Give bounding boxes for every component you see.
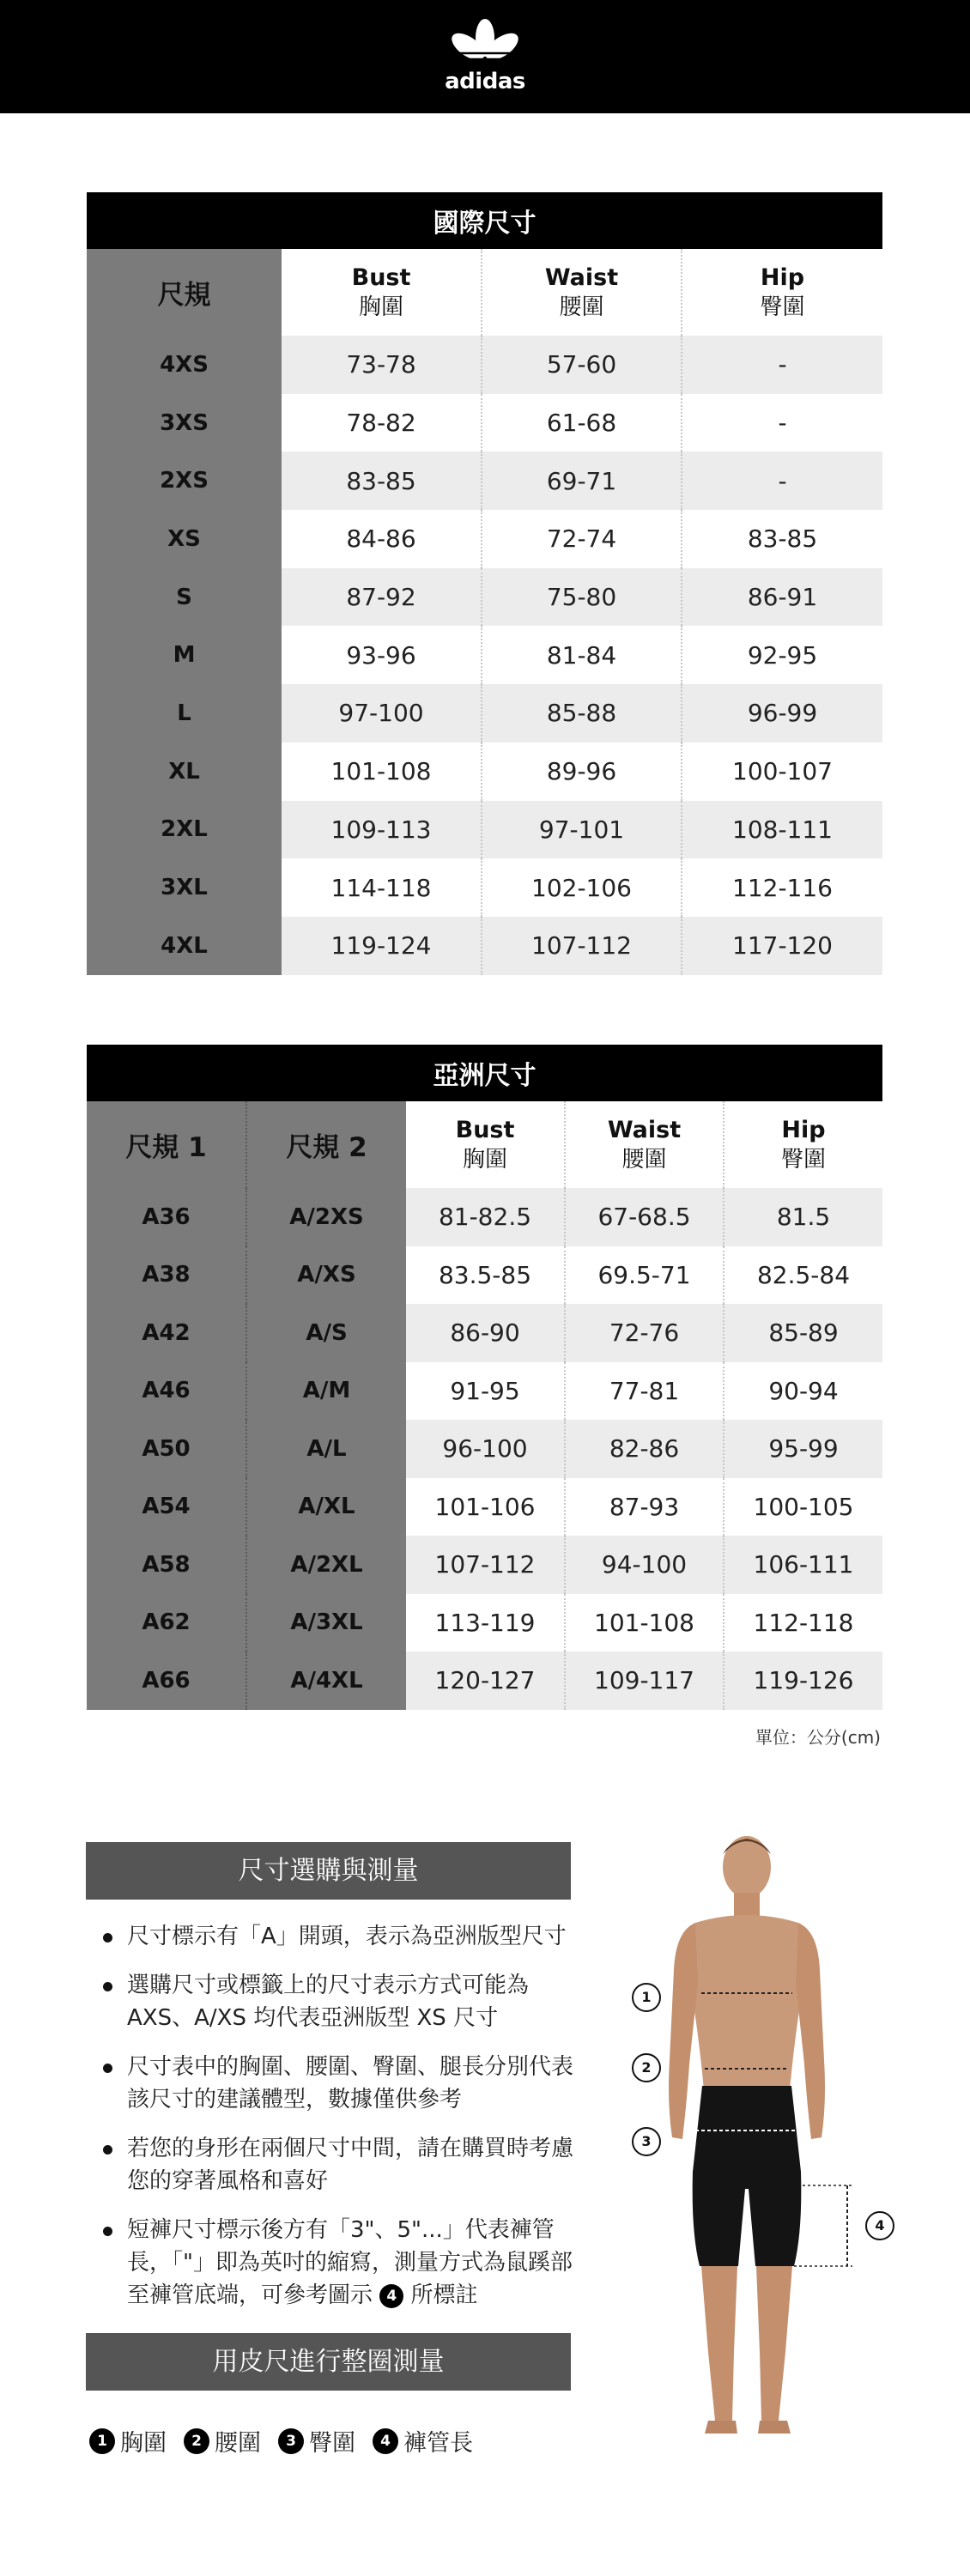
hip-column-header bbox=[724, 1101, 882, 1188]
list-item bbox=[101, 1920, 582, 1953]
hip-value: 108-111 bbox=[682, 801, 882, 859]
hip-value: 96-99 bbox=[682, 684, 882, 742]
number-2-badge: 2 bbox=[184, 2428, 209, 2454]
size2-cell: A/XS bbox=[246, 1246, 406, 1305]
size2-cell: A/3XL bbox=[246, 1594, 406, 1652]
size-cell: M bbox=[87, 626, 282, 684]
waist-value: 97-101 bbox=[482, 801, 682, 859]
hip-value: 85-89 bbox=[724, 1304, 882, 1362]
asian-size-table bbox=[87, 1045, 882, 1710]
bust-value: 78-82 bbox=[282, 394, 482, 452]
marker-4: 4 bbox=[865, 2211, 894, 2240]
legend-item-waist bbox=[184, 2424, 261, 2458]
note-text: 尺寸標示有「A」開頭，表示為亞洲版型尺寸 bbox=[127, 1924, 567, 1949]
hip-header-en: Hip bbox=[781, 1116, 826, 1143]
hip-value: 106-111 bbox=[724, 1536, 882, 1594]
marker-2: 2 bbox=[632, 2053, 661, 2082]
hip-value: 82.5-84 bbox=[724, 1246, 882, 1305]
waist-value: 102-106 bbox=[482, 858, 682, 917]
bust-header-en: Bust bbox=[351, 264, 411, 291]
hip-value: 81.5 bbox=[724, 1188, 882, 1246]
table-row bbox=[87, 452, 882, 510]
list-item bbox=[101, 2132, 582, 2197]
note-text: 尺寸表中的胸圍、腰圍、臀圍、腿長分別代表該尺寸的建議體型，數據僅供參考 bbox=[127, 2054, 574, 2112]
waist-value: 61-68 bbox=[482, 394, 682, 452]
hip-value: 117-120 bbox=[682, 917, 882, 975]
adidas-logo bbox=[442, 19, 528, 101]
hip-value: 112-116 bbox=[682, 858, 882, 917]
waist-value: 69.5-71 bbox=[565, 1246, 724, 1305]
size-cell: XS bbox=[87, 510, 282, 568]
hip-value: 119-126 bbox=[724, 1652, 882, 1710]
hip-header-zh: 臀圍 bbox=[760, 294, 805, 320]
bust-column-header bbox=[406, 1101, 565, 1188]
size-cell: L bbox=[87, 684, 282, 742]
size2-cell: A/4XL bbox=[246, 1652, 406, 1710]
table-row bbox=[87, 1420, 882, 1478]
list-item bbox=[101, 1969, 582, 2034]
guide-notes bbox=[101, 1920, 582, 2328]
waist-value: 94-100 bbox=[565, 1536, 724, 1594]
table-row bbox=[87, 801, 882, 859]
size2-cell: A/M bbox=[246, 1362, 406, 1421]
hip-header-en: Hip bbox=[760, 264, 805, 291]
size2-cell: A/2XL bbox=[246, 1536, 406, 1594]
size-cell: 3XS bbox=[87, 394, 282, 452]
bust-column-header bbox=[282, 249, 482, 336]
hip-value: - bbox=[682, 394, 882, 452]
bust-header-zh: 胸圍 bbox=[358, 294, 403, 320]
table-row bbox=[87, 1536, 882, 1594]
size1-cell: A58 bbox=[87, 1536, 246, 1594]
table-row bbox=[87, 1188, 882, 1246]
bust-value: 119-124 bbox=[282, 917, 482, 975]
size1-cell: A54 bbox=[87, 1478, 246, 1537]
hip-column-header bbox=[682, 249, 882, 336]
table-row bbox=[87, 626, 882, 684]
bust-value: 91-95 bbox=[406, 1362, 565, 1421]
model-figure bbox=[622, 1828, 914, 2446]
legend-label: 胸圍 bbox=[120, 2430, 167, 2457]
number-4-badge: 4 bbox=[373, 2428, 398, 2454]
waist-column-header bbox=[482, 249, 682, 336]
hip-header-zh: 臀圍 bbox=[780, 1146, 826, 1173]
note-text: 短褲尺寸標示後方有「3"、5"...」代表褲管長，「"」即為英吋的縮寫，測量方式為鼠蹊部至褲管底端，可參考圖示 bbox=[127, 2217, 573, 2308]
waist-value: 81-84 bbox=[482, 626, 682, 684]
size1-cell: A42 bbox=[87, 1304, 246, 1362]
brand-wordmark: adidas bbox=[445, 69, 525, 94]
bust-value: 87-92 bbox=[282, 568, 482, 627]
legend-label: 褲管長 bbox=[403, 2430, 473, 2457]
bust-value: 101-106 bbox=[406, 1478, 565, 1537]
hip-value: 83-85 bbox=[682, 510, 882, 568]
size2-cell: A/S bbox=[246, 1304, 406, 1362]
bust-value: 73-78 bbox=[282, 336, 482, 394]
hip-value: 100-105 bbox=[724, 1478, 882, 1537]
waist-value: 109-117 bbox=[565, 1652, 724, 1710]
number-3-badge: 3 bbox=[278, 2428, 304, 2454]
bust-value: 101-108 bbox=[282, 742, 482, 801]
size-cell: XL bbox=[87, 742, 282, 801]
hip-value: 112-118 bbox=[724, 1594, 882, 1652]
waist-value: 85-88 bbox=[482, 684, 682, 742]
hip-value: - bbox=[682, 452, 882, 510]
bust-header-en: Bust bbox=[455, 1116, 515, 1143]
waist-header-zh: 腰圍 bbox=[559, 294, 604, 320]
table-row bbox=[87, 858, 882, 917]
table-row bbox=[87, 568, 882, 627]
hip-value: 95-99 bbox=[724, 1420, 882, 1478]
waist-value: 57-60 bbox=[482, 336, 682, 394]
bust-value: 97-100 bbox=[282, 684, 482, 742]
number-1-badge: 1 bbox=[89, 2428, 115, 2454]
size1-cell: A36 bbox=[87, 1188, 246, 1246]
bust-value: 93-96 bbox=[282, 626, 482, 684]
tape-measure-title: 用皮尺進行整圈測量 bbox=[86, 2333, 571, 2391]
note-suffix: 所標註 bbox=[410, 2282, 478, 2308]
size2-cell: A/XL bbox=[246, 1478, 406, 1537]
waist-value: 69-71 bbox=[482, 452, 682, 510]
table-row bbox=[87, 684, 882, 742]
bust-value: 120-127 bbox=[406, 1652, 565, 1710]
size1-cell: A46 bbox=[87, 1362, 246, 1421]
legend-item-hip bbox=[278, 2424, 355, 2458]
waist-value: 107-112 bbox=[482, 917, 682, 975]
measurement-legend bbox=[89, 2424, 490, 2458]
table-row bbox=[87, 1652, 882, 1710]
number-4-badge: 4 bbox=[379, 2284, 403, 2308]
waist-header-en: Waist bbox=[607, 1116, 682, 1143]
bust-value: 109-113 bbox=[282, 801, 482, 859]
trefoil-icon bbox=[442, 19, 528, 70]
bust-value: 81-82.5 bbox=[406, 1188, 565, 1246]
legend-item-bust bbox=[89, 2424, 167, 2458]
size2-cell: A/L bbox=[246, 1420, 406, 1478]
size1-cell: A38 bbox=[87, 1246, 246, 1305]
table-title: 國際尺寸 bbox=[87, 192, 882, 249]
size-cell: S bbox=[87, 568, 282, 627]
list-item bbox=[101, 2214, 582, 2312]
size1-cell: A62 bbox=[87, 1594, 246, 1652]
table-row bbox=[87, 917, 882, 975]
size-cell: 3XL bbox=[87, 858, 282, 917]
bust-value: 83.5-85 bbox=[406, 1246, 565, 1305]
bust-value: 107-112 bbox=[406, 1536, 565, 1594]
legend-label: 腰圍 bbox=[215, 2430, 261, 2457]
hip-value: - bbox=[682, 336, 882, 394]
hip-value: 86-91 bbox=[682, 568, 882, 627]
waist-value: 87-93 bbox=[565, 1478, 724, 1537]
table-row bbox=[87, 1478, 882, 1537]
size2-cell: A/2XS bbox=[246, 1188, 406, 1246]
brand-header bbox=[0, 0, 970, 113]
size1-column-header: 尺規 1 bbox=[87, 1101, 246, 1188]
legend-label: 臀圍 bbox=[309, 2430, 355, 2457]
bust-value: 114-118 bbox=[282, 858, 482, 917]
table-row bbox=[87, 742, 882, 801]
size-cell: 2XS bbox=[87, 452, 282, 510]
table-row bbox=[87, 394, 882, 452]
legend-item-inseam bbox=[373, 2424, 473, 2458]
bust-value: 84-86 bbox=[282, 510, 482, 568]
bust-value: 113-119 bbox=[406, 1594, 565, 1652]
hip-value: 92-95 bbox=[682, 626, 882, 684]
table-row bbox=[87, 1246, 882, 1305]
bust-value: 86-90 bbox=[406, 1304, 565, 1362]
size2-column-header: 尺規 2 bbox=[246, 1101, 406, 1188]
size1-cell: A50 bbox=[87, 1420, 246, 1478]
bust-value: 96-100 bbox=[406, 1420, 565, 1478]
waist-value: 101-108 bbox=[565, 1594, 724, 1652]
size-column-header: 尺規 bbox=[87, 249, 282, 336]
table-row bbox=[87, 1362, 882, 1421]
list-item bbox=[101, 2051, 582, 2116]
waist-value: 72-76 bbox=[565, 1304, 724, 1362]
size-cell: 2XL bbox=[87, 801, 282, 859]
marker-3: 3 bbox=[632, 2127, 661, 2156]
waist-value: 67-68.5 bbox=[565, 1188, 724, 1246]
waist-value: 72-74 bbox=[482, 510, 682, 568]
marker-1: 1 bbox=[632, 1983, 661, 2012]
waist-value: 75-80 bbox=[482, 568, 682, 627]
table-row bbox=[87, 336, 882, 394]
hip-value: 90-94 bbox=[724, 1362, 882, 1421]
table-row bbox=[87, 510, 882, 568]
bust-header-zh: 胸圍 bbox=[462, 1146, 507, 1173]
waist-value: 89-96 bbox=[482, 742, 682, 801]
note-text: 若您的身形在兩個尺寸中間，請在購買時考慮您的穿著風格和喜好 bbox=[127, 2136, 574, 2194]
unit-note: 單位：公分(cm) bbox=[755, 1727, 881, 1748]
waist-column-header bbox=[565, 1101, 724, 1188]
waist-value: 77-81 bbox=[565, 1362, 724, 1421]
guide-title: 尺寸選購與測量 bbox=[86, 1842, 571, 1900]
table-row bbox=[87, 1304, 882, 1362]
size-cell: 4XL bbox=[87, 917, 282, 975]
waist-value: 82-86 bbox=[565, 1420, 724, 1478]
waist-header-en: Waist bbox=[544, 264, 619, 291]
waist-header-zh: 腰圍 bbox=[621, 1146, 667, 1173]
note-text: 選購尺寸或標籤上的尺寸表示方式可能為 AXS、A/XS 均代表亞洲版型 XS 尺寸 bbox=[127, 1973, 530, 2031]
international-size-table bbox=[87, 192, 882, 975]
table-row bbox=[87, 1594, 882, 1652]
size1-cell: A66 bbox=[87, 1652, 246, 1710]
body-measurement-figure bbox=[622, 1828, 914, 2446]
size-cell: 4XS bbox=[87, 336, 282, 394]
table-title: 亞洲尺寸 bbox=[87, 1045, 882, 1101]
bust-value: 83-85 bbox=[282, 452, 482, 510]
hip-value: 100-107 bbox=[682, 742, 882, 801]
